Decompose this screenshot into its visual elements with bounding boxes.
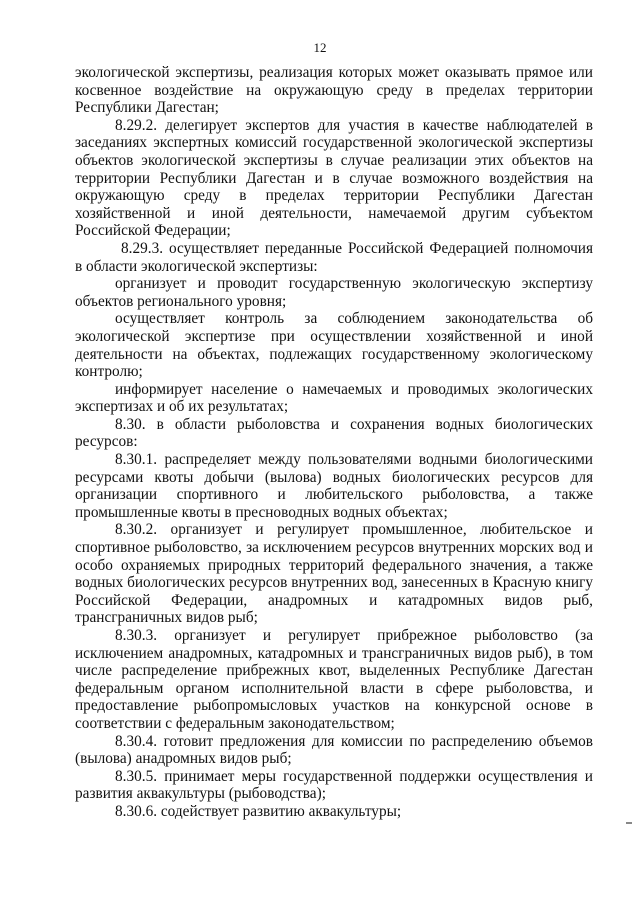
- document-body: [75, 64, 593, 821]
- paragraph-8-30: 8.30. в области рыболовства и сохранения водных биологических ресурсов:: [75, 415, 593, 451]
- paragraph-8-29-3: 8.29.3. осуществляет переданные Российской Федерацией полномочия в области экологической экспертизы:: [75, 239, 593, 275]
- paragraph-informs-population: информирует население о намечаемых и проводимых экологических экспертизах и об их результатах;: [75, 380, 593, 416]
- scan-edge-mark: [626, 822, 632, 824]
- paragraph-8-30-5: 8.30.5. принимает меры государственной поддержки осуществления и развития аквакультуры (рыбоводства);: [75, 767, 593, 803]
- page-number: 12: [313, 40, 327, 55]
- paragraph-control: осуществляет контроль за соблюдением законодательства об экологической экспертизе при осуществлении хозяйственной и иной деятельности на объектах, подлежащих государственному экологическому контролю;: [75, 310, 593, 381]
- paragraph-8-30-4: 8.30.4. готовит предложения для комиссии по распределению объемов (вылова) анадромных видов рыб;: [75, 732, 593, 768]
- paragraph-8-30-3: 8.30.3. организует и регулирует прибрежное рыболовство (за исключением анадромных, катадромных и трансграничных видов рыб), в том числе распределение прибрежных квот, выделенных Республике Дагестан федеральным органом исполнительной власти в сфере рыболовства, и предоставление рыбопромысловых участков на конкурсной основе в соответствии с федеральным законодательством;: [75, 627, 593, 732]
- paragraph-8-29-2: 8.29.2. делегирует экспертов для участия в качестве наблюдателей в заседаниях экспертных комиссий государственной экологической экспертизы объектов экологической экспертизы в случае реализации этих объектов на территории Республики Дагестан и в случае возможного воздействия на окружающую среду в пределах территории Республики Дагестан хозяйственной и иной деятельности, намечаемой другим субъектом Российской Федерации;: [75, 116, 593, 240]
- paragraph-8-30-6: 8.30.6. содействует развитию аквакультуры;: [115, 802, 402, 820]
- paragraph-8-30-1: 8.30.1. распределяет между пользователями водными биологическими ресурсами квоты добычи (вылова) водных биологических ресурсов для организации спортивного и любительского рыболовства, а также промышленные квоты в пресноводных водных объектах;: [75, 451, 593, 521]
- paragraph-8-30-2: 8.30.2. организует и регулирует промышленное, любительское и спортивное рыболовство, за исключением ресурсов внутренних морских вод и особо охраняемых природных территорий федерального значения, а также водных биологических ресурсов внутренних вод, занесенных в Красную книгу Российской Федерации, анадромных и катадромных видов рыб, трансграничных видов рыб;: [75, 521, 593, 627]
- paragraph-organizes-expertise: организует и проводит государственную экологическую экспертизу объектов регионального уровня;: [75, 275, 593, 310]
- paragraph-continuation: экологической экспертизы, реализация которых может оказывать прямое или косвенное воздействие на окружающую среду в пределах территории Республики Дагестан;: [75, 64, 593, 117]
